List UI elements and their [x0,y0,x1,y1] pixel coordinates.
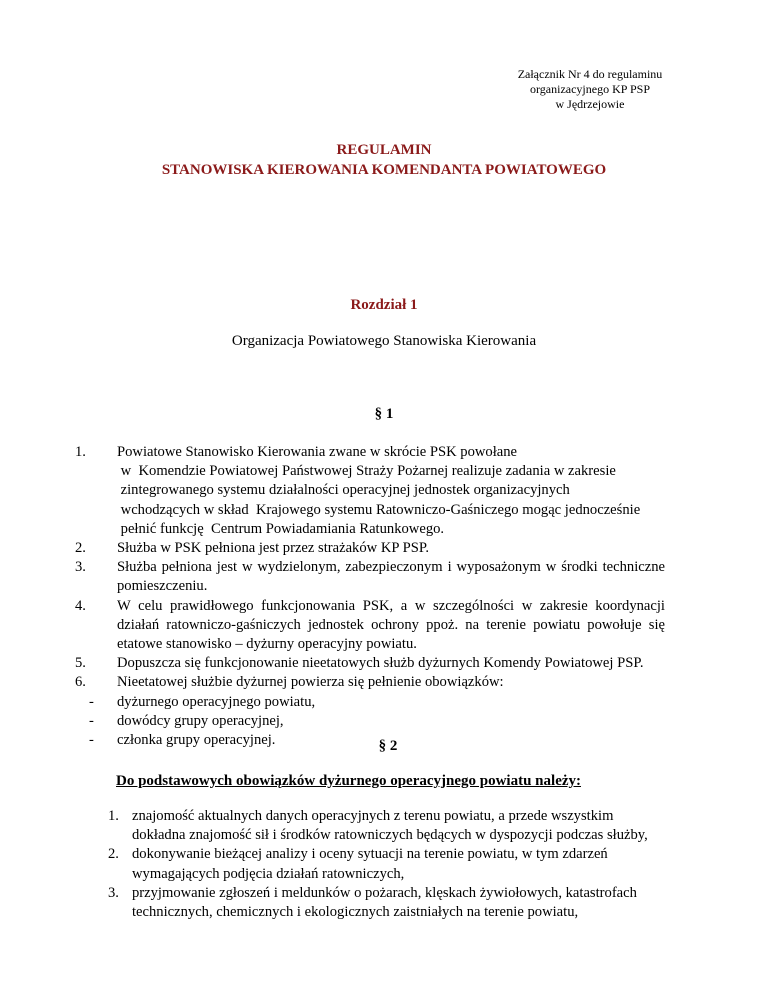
item-number: 3. [75,559,86,576]
item-text: Służba w PSK pełniona jest przez strażaków KP PSP. [117,540,429,557]
dash-item [75,712,665,731]
item-text: dokonywanie bieżącej analizy i oceny sytuacji na terenie powiatu, w tym zdarzeń wymagających podjęcia działań ratowniczych, [132,846,608,882]
list-item [75,558,665,596]
section-mark-1: § 1 [374,406,394,422]
list-item [75,673,665,692]
title-line-2: STANOWISKA KIEROWANIA KOMENDANTA POWIATOWEGO [161,162,607,178]
item-number: 2. [108,846,119,863]
item-number: 5. [75,655,86,672]
item-line: w Komendzie Powiatowej Państwowej Straży Pożarnej realizuje zadania w zakresie [117,463,616,480]
section-2-list [108,807,668,922]
dash-marker: - [89,732,94,749]
section-1-list [75,443,665,750]
item-number: 6. [75,674,86,691]
list-item [75,539,665,558]
item-line: wchodzących w skład Krajowego systemu Ratowniczo-Gaśniczego mogąc jednocześnie [117,501,641,518]
section-2-heading: Do podstawowych obowiązków dyżurnego operacyjnego powiatu należy: [116,773,581,789]
item-text: znajomość aktualnych danych operacyjnych z terenu powiatu, a przede wszystkim dokładna znajomość sił i środków ratowniczych będących w dyspozycji podczas służby, [132,808,648,844]
dash-item [75,693,665,712]
annex-line-1: Załącznik Nr 4 do regulaminu [517,67,663,81]
title-line-1: REGULAMIN [336,142,432,158]
item-number: 4. [75,597,86,614]
chapter-subtitle: Organizacja Powiatowego Stanowiska Kierowania [231,333,537,349]
item-number: 1. [75,444,86,460]
item-text: Dopuszcza się funkcjonowanie nieetatowych służb dyżurnych Komendy Powiatowej PSP. [117,655,644,672]
list-item [75,654,665,673]
annex-line-3: w Jędrzejowie [555,97,625,111]
item-text: Służba pełniona jest w wydzielonym, zabezpieczonym i wyposażonym w środki techniczne pomieszczeniu. [117,559,665,595]
list-item [75,443,665,539]
item-line: zintegrowanego systemu działalności operacyjnej jednostek organizacyjnych [117,482,570,499]
dash-item-text: dowódcy grupy operacyjnej, [117,712,284,729]
chapter-heading: Rozdział 1 [350,297,418,313]
item-line: Powiatowe Stanowisko Kierowania zwane w skrócie PSK powołane [117,444,518,460]
item-line: pełnić funkcję Centrum Powiadamiania Ratunkowego. [117,520,445,537]
item-text: Nieetatowej służbie dyżurnej powierza się pełnienie obowiązków: [117,674,504,691]
item-number: 2. [75,540,86,557]
document-title [0,140,768,180]
dash-marker: - [89,712,94,729]
annex-line-2: organizacyjnego KP PSP [530,82,650,96]
list-item [108,807,668,845]
section-mark-2: § 2 [378,738,398,754]
dash-item-text: dyżurnego operacyjnego powiatu, [117,693,316,710]
list-item [108,845,668,883]
annex-note [490,67,690,112]
list-item [75,597,665,655]
item-text: W celu prawidłowego funkcjonowania PSK, a w szczególności w zakresie koordynacji działań ratowniczo-gaśniczych jednostek ochrony ppoż. na terenie powiatu powołuje się etatowe stanowisko – dyżurny operacyjny powiatu. [117,597,665,653]
item-number: 1. [108,808,119,824]
item-text: przyjmowanie zgłoszeń i meldunków o pożarach, klęskach żywiołowych, katastrofach technicznych, chemicznych i ekologicznych zaistniałych na terenie powiatu, [132,884,637,921]
list-item [108,884,668,922]
item-number: 3. [108,884,119,901]
dash-item-text: członka grupy operacyjnej. [117,732,276,749]
dash-marker: - [89,693,94,710]
